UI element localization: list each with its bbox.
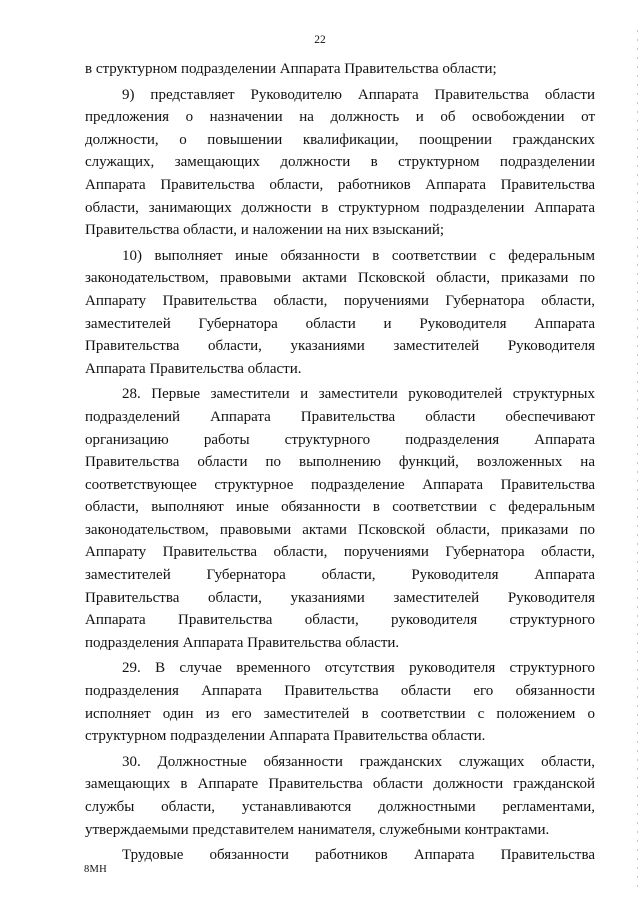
text-line: утверждаемыми представителем нанимателя, служебными контрактами. bbox=[85, 821, 550, 838]
text-line: структурном подразделении Аппарата Правительства области. bbox=[85, 728, 486, 745]
text-line: должности, о повышении квалификации, поощрении гражданских bbox=[85, 131, 595, 148]
text-line: Аппарату Правительства области, поручениями Губернатора области, bbox=[85, 544, 595, 561]
page-number: 22 bbox=[314, 34, 326, 46]
text-line: Аппарата Правительства области. bbox=[85, 360, 302, 377]
text-line: 9) представляет Руководителю Аппарата Правительства области bbox=[122, 86, 595, 103]
text-line: служащих, замещающих должности в структурном подразделении bbox=[85, 154, 595, 171]
scan-edge-mark bbox=[637, 30, 638, 890]
text-line: Правительства области, указаниями заместителей Руководителя bbox=[85, 338, 595, 355]
text-line: подразделений Аппарата Правительства области обеспечивают bbox=[85, 408, 595, 425]
text-line: соответствующее структурное подразделение Аппарата Правительства bbox=[85, 476, 595, 493]
text-line: 29. В случае временного отсутствия руководителя структурного bbox=[122, 660, 595, 677]
paragraph-cont-8 bbox=[85, 58, 595, 81]
text-line: Аппарата Правительства области, работников Аппарата Правительства bbox=[85, 176, 595, 193]
paragraph-clause-29 bbox=[85, 657, 595, 747]
text-line: замещающих в Аппарате Правительства области должности гражданской bbox=[85, 776, 595, 793]
document-footer-code: 8МН bbox=[84, 864, 108, 875]
text-line: службы области, устанавливаются должностными регламентами, bbox=[85, 799, 595, 815]
paragraph-labor-duties bbox=[85, 844, 595, 867]
text-line: Правительства области по выполнению функций, возложенных на bbox=[85, 454, 595, 471]
text-line: законодательством, правовыми актами Псковской области, приказами по bbox=[85, 521, 595, 538]
text-line: заместителей Губернатора области и Руководителя Аппарата bbox=[85, 315, 595, 332]
text-line: подразделения Аппарата Правительства области. bbox=[85, 634, 400, 651]
text-line: предложения о назначении на должность и об освобождении от bbox=[85, 109, 595, 126]
text-line: Правительства области, и наложении на них взысканий; bbox=[85, 222, 445, 239]
text-line: 10) выполняет иные обязанности в соответствии с федеральным bbox=[122, 247, 595, 264]
text-line: области, занимающих должности в структурном подразделении Аппарата bbox=[85, 199, 595, 216]
text-line: 30. Должностные обязанности гражданских служащих области, bbox=[122, 753, 595, 770]
text-line: в структурном подразделении Аппарата Правительства области; bbox=[85, 61, 497, 77]
text-line: исполняет один из его заместителей в соответствии с положением о bbox=[85, 705, 595, 722]
text-line: Трудовые обязанности работников Аппарата Правительства bbox=[122, 847, 595, 864]
text-line: заместителей Губернатора области, Руководителя Аппарата bbox=[85, 567, 595, 584]
text-line: законодательством, правовыми актами Псковской области, приказами по bbox=[85, 270, 595, 287]
text-line: 28. Первые заместители и заместители руководителей структурных bbox=[122, 386, 595, 403]
text-line: Аппарата Правительства области, руководителя структурного bbox=[85, 612, 595, 629]
text-line: Аппарату Правительства области, поручениями Губернатора области, bbox=[85, 292, 595, 309]
document-body bbox=[85, 58, 595, 867]
paragraph-item-10 bbox=[85, 245, 595, 381]
paragraph-item-9 bbox=[85, 84, 595, 242]
text-line: Правительства области, указаниями заместителей Руководителя bbox=[85, 589, 595, 606]
text-line: подразделения Аппарата Правительства области его обязанности bbox=[85, 683, 595, 700]
paragraph-clause-30 bbox=[85, 751, 595, 841]
text-line: организацию работы структурного подразделения Аппарата bbox=[85, 431, 595, 448]
text-line: области, выполняют иные обязанности в соответствии с федеральным bbox=[85, 499, 595, 516]
paragraph-clause-28 bbox=[85, 383, 595, 654]
